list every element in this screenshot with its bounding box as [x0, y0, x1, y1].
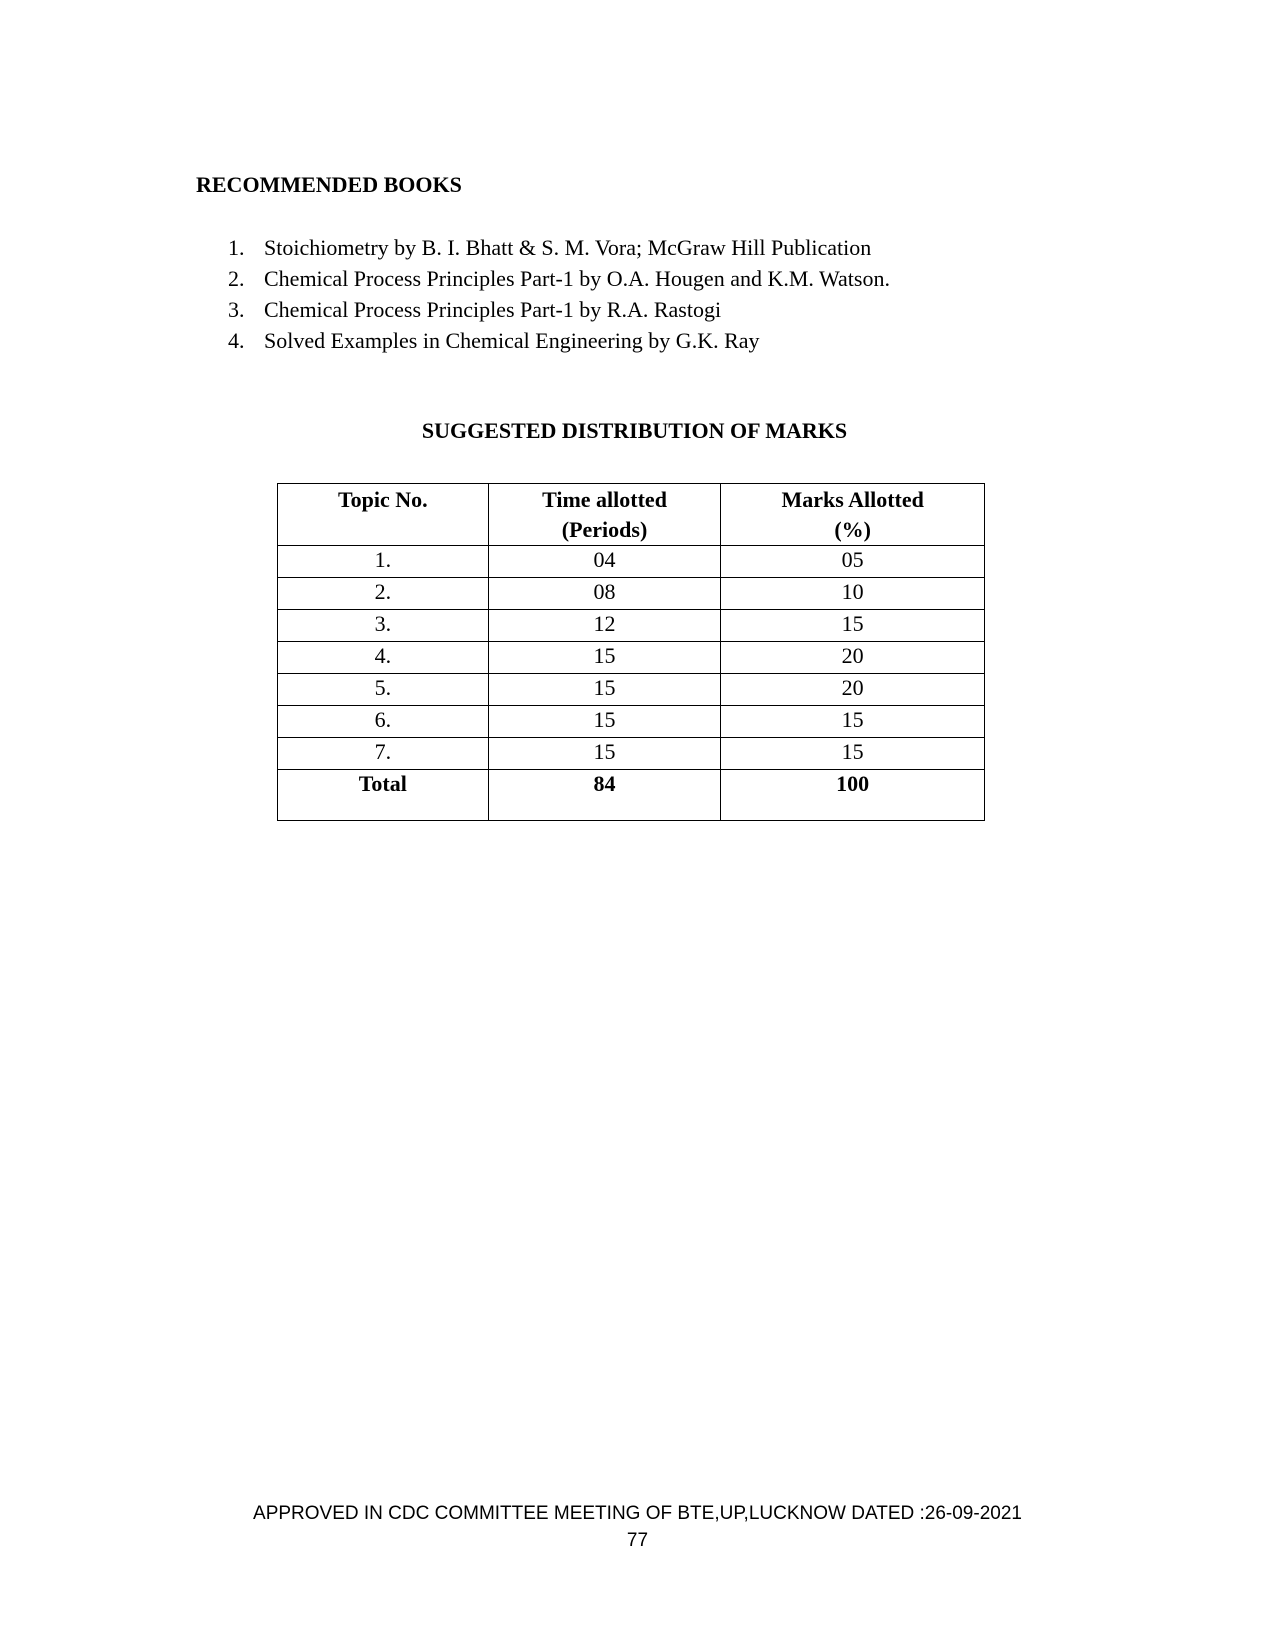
page-footer — [0, 1500, 1275, 1554]
table-row — [278, 674, 985, 706]
cell-topic: 5. — [278, 674, 489, 706]
list-item-number: 2. — [228, 266, 245, 291]
cell-topic: 1. — [278, 546, 489, 578]
table-header-row — [278, 484, 985, 546]
table-total-row — [278, 770, 985, 821]
list-item-number: 3. — [228, 297, 245, 322]
header-time-allotted: Time allotted (Periods) — [488, 484, 721, 546]
list-item-text: Solved Examples in Chemical Engineering by G.K. Ray — [264, 328, 760, 353]
cell-time: 04 — [488, 546, 721, 578]
table-row — [278, 578, 985, 610]
cell-total-label: Total — [278, 770, 489, 821]
list-item-number: 4. — [228, 328, 245, 353]
table-row — [278, 706, 985, 738]
list-item — [228, 325, 890, 356]
cell-time: 15 — [488, 706, 721, 738]
book-list — [228, 232, 890, 356]
cell-topic: 2. — [278, 578, 489, 610]
header-marks-allotted: Marks Allotted (%) — [721, 484, 985, 546]
cell-marks: 10 — [721, 578, 985, 610]
list-item-text: Stoichiometry by B. I. Bhatt & S. M. Vora; McGraw Hill Publication — [264, 235, 872, 260]
cell-total-time: 84 — [488, 770, 721, 821]
cell-time: 12 — [488, 610, 721, 642]
cell-topic: 3. — [278, 610, 489, 642]
marks-distribution-table — [277, 483, 985, 821]
cell-topic: 7. — [278, 738, 489, 770]
cell-time: 08 — [488, 578, 721, 610]
list-item — [228, 232, 890, 263]
list-item — [228, 294, 890, 325]
cell-marks: 15 — [721, 738, 985, 770]
cell-time: 15 — [488, 642, 721, 674]
approval-note: APPROVED IN CDC COMMITTEE MEETING OF BTE,UP,LUCKNOW DATED :26-09-2021 — [253, 1503, 1022, 1524]
cell-topic: 6. — [278, 706, 489, 738]
cell-marks: 20 — [721, 674, 985, 706]
cell-topic: 4. — [278, 642, 489, 674]
table-row — [278, 610, 985, 642]
cell-marks: 05 — [721, 546, 985, 578]
table-row — [278, 738, 985, 770]
cell-marks: 20 — [721, 642, 985, 674]
list-item-number: 1. — [228, 235, 245, 260]
table-row — [278, 642, 985, 674]
cell-marks: 15 — [721, 706, 985, 738]
table-title — [0, 418, 1275, 444]
list-item-text: Chemical Process Principles Part-1 by R.A. Rastogi — [264, 297, 722, 322]
header-topic-no: Topic No. — [278, 484, 489, 546]
page-number: 77 — [626, 1530, 649, 1551]
table-title-text: SUGGESTED DISTRIBUTION OF MARKS — [421, 418, 848, 443]
section-heading-recommended-books: RECOMMENDED BOOKS — [196, 172, 462, 197]
list-item — [228, 263, 890, 294]
list-item-text: Chemical Process Principles Part-1 by O.A. Hougen and K.M. Watson. — [264, 266, 890, 291]
cell-time: 15 — [488, 738, 721, 770]
cell-time: 15 — [488, 674, 721, 706]
table-row — [278, 546, 985, 578]
cell-total-marks: 100 — [721, 770, 985, 821]
cell-marks: 15 — [721, 610, 985, 642]
